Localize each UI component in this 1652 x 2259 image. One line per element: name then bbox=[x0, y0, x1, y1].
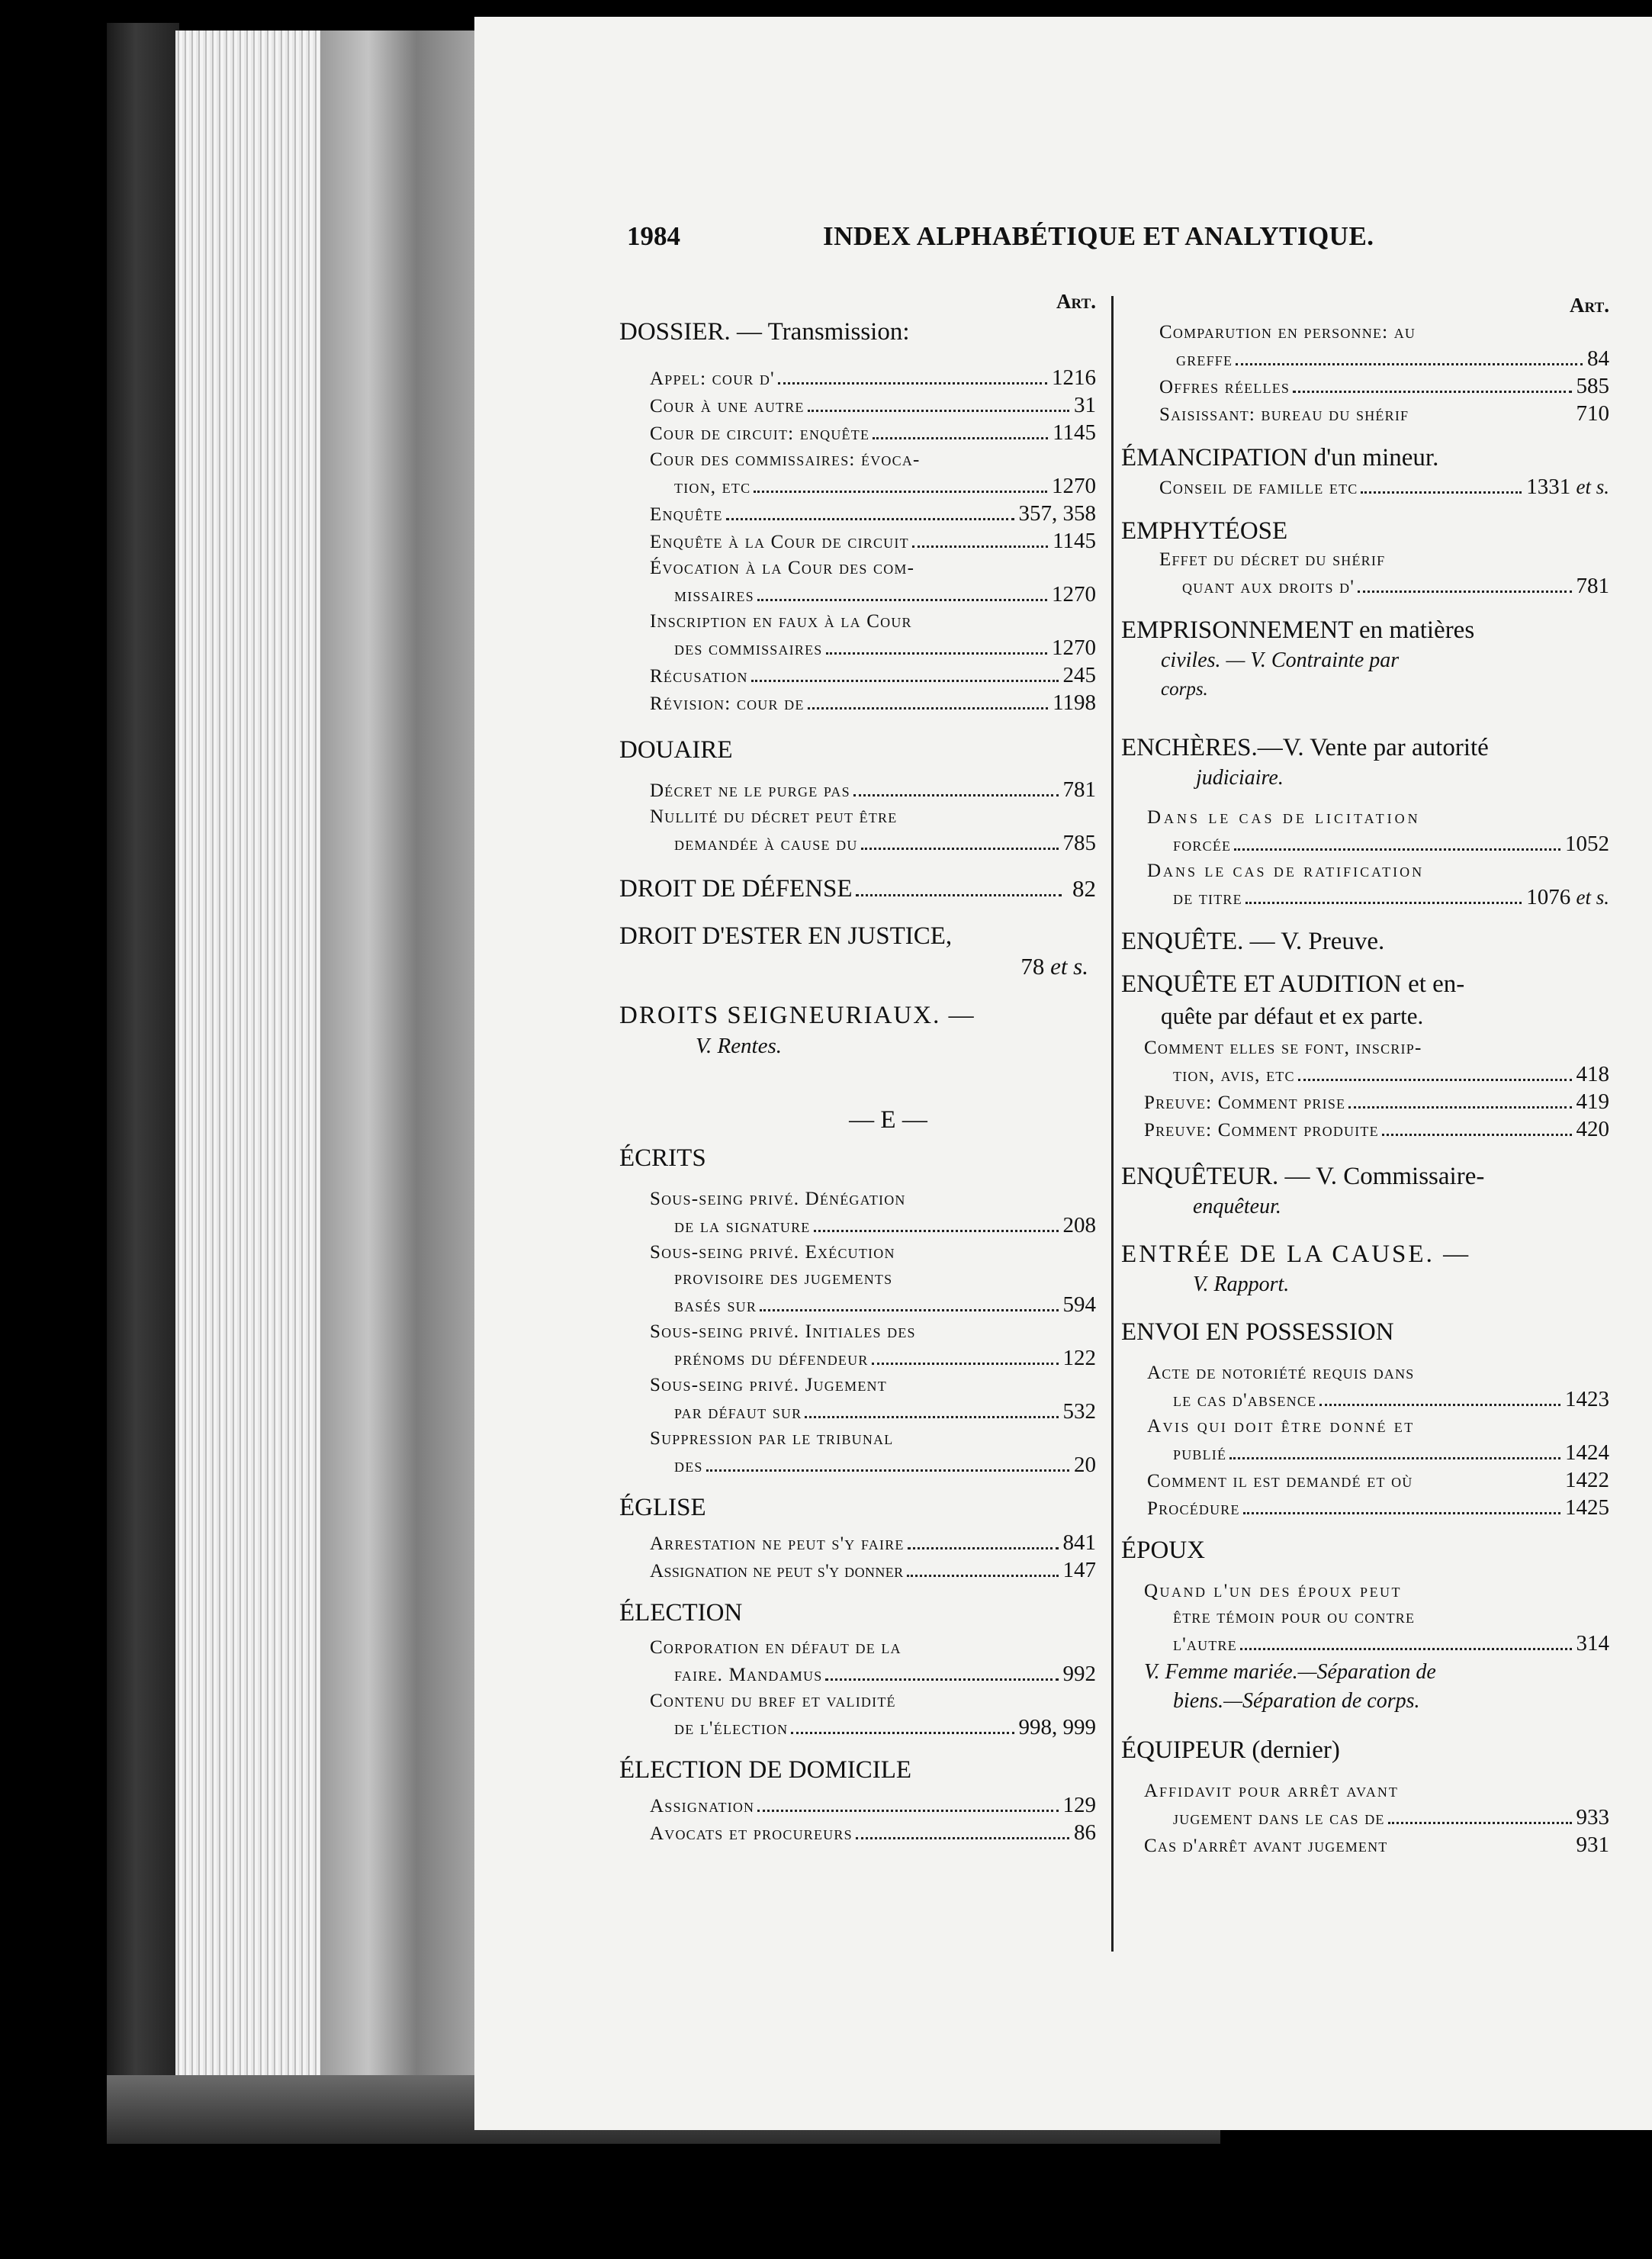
entry-heading: ÉLECTION bbox=[619, 1599, 743, 1627]
sub-entry: Dans le cas de ratification bbox=[1147, 861, 1425, 881]
entry-heading: ENTRÉE DE LA CAUSE. — bbox=[1121, 1241, 1471, 1268]
sub-entry: Sous-seing privé. Exécution bbox=[650, 1242, 895, 1263]
cross-reference: judiciaire. bbox=[1196, 766, 1284, 790]
index-entry-droit-defense bbox=[619, 873, 1096, 905]
sub-entry-cont: de l'élection 998, 999 bbox=[674, 1715, 1096, 1739]
sub-entry: Corporation en défaut de la bbox=[650, 1637, 902, 1658]
art-label: Art. bbox=[1056, 290, 1096, 313]
sub-entry: Enquête 357, 358 bbox=[650, 501, 1096, 526]
sub-entry-cont: quant aux droits d' 781 bbox=[1182, 574, 1609, 598]
running-title: INDEX ALPHABÉTIQUE ET ANALYTIQUE. bbox=[823, 221, 1374, 251]
sub-entry-cont: faire. Mandamus 992 bbox=[674, 1662, 1096, 1686]
index-entry-entree bbox=[1121, 1238, 1609, 1299]
book-spine-edge bbox=[107, 23, 179, 2083]
entry-heading: ÉLECTION DE DOMICILE bbox=[619, 1756, 912, 1784]
sub-entry: Acte de notoriété requis dans bbox=[1147, 1363, 1415, 1383]
sub-entry-cont: tion, etc 1270 bbox=[674, 474, 1096, 498]
sub-entry: Avis qui doit être donné et bbox=[1147, 1416, 1415, 1437]
art-label: Art. bbox=[1570, 294, 1609, 317]
index-entry-enqueteur bbox=[1121, 1160, 1609, 1221]
entry-heading: ENVOI EN POSSESSION bbox=[1121, 1318, 1394, 1346]
sub-entry-cont: tion, avis, etc 418 bbox=[1173, 1062, 1609, 1086]
index-entry-comparution bbox=[1121, 320, 1609, 428]
sub-entry: Cour à une autre 31 bbox=[650, 393, 1096, 417]
sub-entry: Appel: cour d' 1216 bbox=[650, 365, 1096, 390]
index-entry-equipeur bbox=[1121, 1734, 1609, 1859]
column-divider bbox=[1111, 296, 1114, 1952]
sub-entry: Nullité du décret peut être bbox=[650, 806, 898, 827]
entry-heading: ÉPOUX bbox=[1121, 1537, 1206, 1564]
index-entry-emphyteose bbox=[1121, 515, 1609, 600]
entry-heading: EMPRISONNEMENT en matières bbox=[1121, 616, 1475, 644]
entry-heading: DOUAIRE bbox=[619, 736, 733, 764]
index-entry-emprisonnement bbox=[1121, 614, 1609, 704]
entry-heading: ENCHÈRES.—V. Vente par autorité bbox=[1121, 734, 1489, 761]
sub-entry-cont: missaires 1270 bbox=[674, 582, 1096, 607]
index-entry-ecrits bbox=[619, 1142, 1096, 1479]
sub-entry: Enquête à la Cour de circuit 1145 bbox=[650, 529, 1096, 553]
sub-entry: Cour de circuit: enquête 1145 bbox=[650, 420, 1096, 445]
entry-heading: ENQUÊTEUR. — V. Commissaire- bbox=[1121, 1163, 1485, 1190]
entry-heading-cont: quête par défaut et ex parte. bbox=[1161, 1002, 1424, 1029]
entry-heading: ÉMANCIPATION d'un mineur. bbox=[1121, 444, 1439, 471]
sub-entry-cont: être témoin pour ou contre bbox=[1173, 1607, 1416, 1627]
index-entry-droits-seigneuriaux bbox=[619, 999, 1096, 1060]
sub-entry-cont: des 20 bbox=[674, 1453, 1096, 1477]
cross-reference: V. Femme mariée.—Séparation de bbox=[1144, 1660, 1436, 1684]
entry-heading: ÉCRITS bbox=[619, 1144, 706, 1172]
sub-entry: Avocats et procureurs 86 bbox=[650, 1820, 1096, 1845]
index-entry-dossier bbox=[619, 316, 1096, 717]
sub-entry-cont: provisoire des jugements bbox=[674, 1268, 893, 1289]
sub-entry: Procédure 1425 bbox=[1147, 1495, 1609, 1520]
section-letter: — E — bbox=[849, 1106, 927, 1134]
index-entry-election-domicile bbox=[619, 1754, 1096, 1847]
sub-entry-cont: le cas d'absence 1423 bbox=[1173, 1387, 1609, 1411]
sub-entry-cont: par défaut sur 532 bbox=[674, 1399, 1096, 1424]
sub-entry: Dans le cas de licitation bbox=[1147, 807, 1421, 828]
sub-entry: Suppression par le tribunal bbox=[650, 1428, 894, 1449]
entry-heading: ÉGLISE bbox=[619, 1494, 706, 1521]
index-entry-enquete: ENQUÊTE. — V. Preuve. bbox=[1121, 928, 1385, 955]
index-entry-eglise bbox=[619, 1492, 1096, 1585]
index-entry-epoux bbox=[1121, 1534, 1609, 1716]
cross-reference: corps. bbox=[1161, 679, 1208, 700]
sub-entry-cont: basés sur 594 bbox=[674, 1292, 1096, 1317]
sub-entry-cont: prénoms du défendeur 122 bbox=[674, 1346, 1096, 1370]
sub-entry: Effet du décret du shérif bbox=[1159, 549, 1386, 570]
index-entry-enquete-audition bbox=[1121, 968, 1609, 1144]
entry-heading: DOSSIER. — Transmission: bbox=[619, 318, 910, 346]
entry-heading: DROITS SEIGNEURIAUX. — bbox=[619, 1002, 975, 1029]
index-entry-encheres bbox=[1121, 732, 1609, 912]
index-entry-douaire bbox=[619, 734, 1096, 858]
page-gutter-shadow bbox=[320, 31, 480, 2098]
sub-entry-cont: demandée à cause du 785 bbox=[674, 831, 1096, 855]
sub-entry-cont: des commissaires 1270 bbox=[674, 636, 1096, 660]
entry-number: 78 et s. bbox=[1020, 953, 1088, 980]
sub-entry: Sous-seing privé. Jugement bbox=[650, 1375, 887, 1395]
page-stack-edge bbox=[175, 31, 328, 2090]
index-entry-droit-ester bbox=[619, 920, 1096, 981]
sub-entry: Offres réelles 585 bbox=[1159, 374, 1609, 398]
sub-entry: Assignation ne peut s'y donner 147 bbox=[650, 1558, 1096, 1582]
sub-entry-cont: jugement dans le cas de 933 bbox=[1173, 1805, 1609, 1829]
sub-entry: Comparution en personne: au bbox=[1159, 322, 1416, 343]
sub-entry-cont: de la signature 208 bbox=[674, 1213, 1096, 1237]
index-entry-election bbox=[619, 1597, 1096, 1742]
sub-entry: Cour des commissaires: évoca- bbox=[650, 449, 921, 470]
sub-entry-cont: greffe 84 bbox=[1176, 346, 1609, 371]
sub-entry-cont: de titre 1076 et s. bbox=[1173, 885, 1609, 909]
sub-entry: Comment elles se font, inscrip- bbox=[1144, 1038, 1422, 1058]
sub-entry-cont: forcée 1052 bbox=[1173, 832, 1609, 856]
sub-entry: Révision: cour de 1198 bbox=[650, 690, 1096, 715]
sub-entry: Évocation à la Cour des com- bbox=[650, 558, 915, 578]
index-entry-emancipation bbox=[1121, 442, 1609, 501]
page-header bbox=[627, 221, 1420, 259]
sub-entry: Conseil de famille etc 1331 et s. bbox=[1159, 475, 1609, 499]
sub-entry: Comment il est demandé et où 1422 bbox=[1147, 1468, 1609, 1492]
entry-number: 82 bbox=[1072, 875, 1096, 902]
sub-entry: Récusation 245 bbox=[650, 663, 1096, 687]
sub-entry: Preuve: Comment produite 420 bbox=[1144, 1117, 1609, 1141]
sub-entry: Saisissant: bureau du shérif 710 bbox=[1159, 401, 1609, 426]
sub-entry: Contenu du bref et validité bbox=[650, 1691, 896, 1711]
sub-entry: Sous-seing privé. Dénégation bbox=[650, 1189, 906, 1209]
sub-entry-cont: l'autre 314 bbox=[1173, 1631, 1609, 1656]
cross-reference: biens.—Séparation de corps. bbox=[1173, 1689, 1420, 1713]
sub-entry: Preuve: Comment prise 419 bbox=[1144, 1089, 1609, 1114]
sub-entry-cont: publié 1424 bbox=[1173, 1440, 1609, 1465]
sub-entry: Quand l'un des époux peut bbox=[1144, 1581, 1403, 1601]
entry-heading: ÉQUIPEUR (dernier) bbox=[1121, 1736, 1340, 1764]
entry-heading: EMPHYTÉOSE bbox=[1121, 517, 1288, 545]
sub-entry: Inscription en faux à la Cour bbox=[650, 611, 912, 632]
left-column bbox=[619, 290, 1096, 1847]
sub-entry: Arrestation ne peut s'y faire 841 bbox=[650, 1530, 1096, 1555]
sub-entry: Affidavit pour arrêt avant bbox=[1144, 1781, 1399, 1801]
cross-reference: enquêteur. bbox=[1193, 1195, 1281, 1218]
sub-entry: Sous-seing privé. Initiales des bbox=[650, 1321, 916, 1342]
sub-entry: Décret ne le purge pas 781 bbox=[650, 777, 1096, 802]
cross-reference: V. Rentes. bbox=[696, 1034, 783, 1058]
entry-heading: DROIT DE DÉFENSE bbox=[619, 875, 853, 903]
entry-heading: ENQUÊTE ET AUDITION et en- bbox=[1121, 970, 1465, 998]
right-column bbox=[1121, 294, 1609, 1859]
cross-reference: civiles. — V. Contrainte par bbox=[1161, 648, 1400, 672]
sub-entry: Assignation 129 bbox=[650, 1793, 1096, 1817]
page-number: 1984 bbox=[627, 221, 680, 251]
index-entry-envoi bbox=[1121, 1316, 1609, 1522]
sub-entry: Cas d'arrêt avant jugement 931 bbox=[1144, 1833, 1609, 1857]
entry-heading: DROIT D'ESTER EN JUSTICE, bbox=[619, 922, 953, 950]
cross-reference: V. Rapport. bbox=[1193, 1273, 1290, 1296]
